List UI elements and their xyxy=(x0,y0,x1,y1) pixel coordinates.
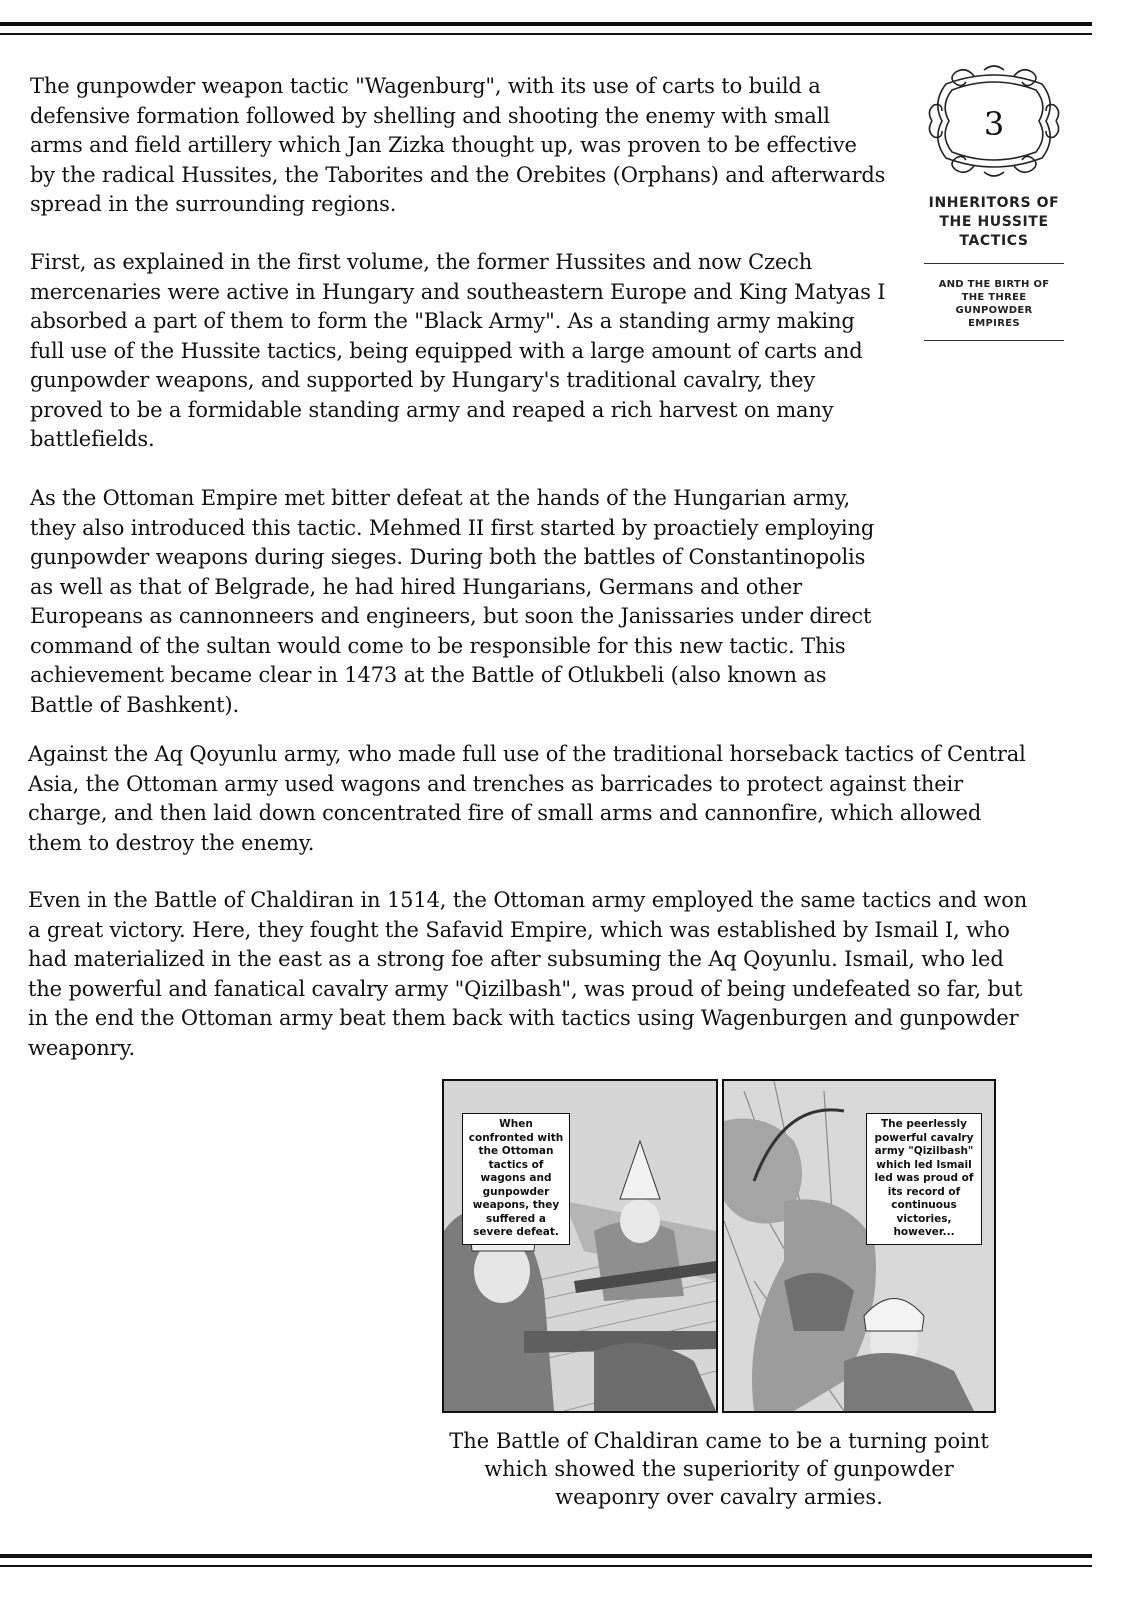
paragraph-aq-qoyunlu: Against the Aq Qoyunlu army, who made full use of the traditional horseback tactics of Central Asia, the Ottoman army used wagons and trenches as barricades to protect against their charge, and then laid down concentrated fire of small arms and cannonfire, which allowed them to destroy the enemy. xyxy=(28,742,1026,855)
manga-panel-right xyxy=(722,1079,996,1413)
chapter-number-frame xyxy=(924,62,1064,180)
chapter-subtitle: AND THE BIRTH OF THE THREE GUNPOWDER EMPIRES xyxy=(938,279,1050,329)
bottom-border-thick xyxy=(0,1554,1092,1558)
chapter-number: 3 xyxy=(983,105,1005,143)
sidebar-divider-bottom xyxy=(924,340,1064,341)
top-border-thick xyxy=(0,22,1092,26)
paragraph-black-army: First, as explained in the first volume, the former Hussites and now Czech mercenaries were active in Hungary and southeastern Europe and King Matyas I absorbed a part of them to form the "Black Army". As a standing army making full use of the Hussite tactics, being equipped with a large amount of carts and gunpowder weapons, and supported by Hungary's traditional cavalry, they proved to be a formidable standing army and reaped a rich harvest on many battlefields. xyxy=(30,250,886,451)
sidebar-divider-top xyxy=(924,263,1064,264)
chapter-sidebar xyxy=(918,62,1070,355)
paragraph-wagenburg: The gunpowder weapon tactic "Wagenburg", with its use of carts to build a defensive formation followed by shelling and shooting the enemy with small arms and field artillery which Jan Zizka thought up, was proven to be effective by the radical Hussites, the Taborites and the Orebites (Orphans) and afterwards spread in the surrounding regions. xyxy=(30,74,886,216)
manga-panel-left xyxy=(442,1079,718,1413)
panel-right-caption: The peerlessly powerful cavalry army "Qizilbash" which led Ismail led was proud of its record of continuous victories, however... xyxy=(866,1113,982,1245)
manga-figure xyxy=(442,1079,996,1411)
panel-left-caption: When confronted with the Ottoman tactics of wagons and gunpowder weapons, they suffered a severe defeat. xyxy=(462,1113,570,1245)
figure-caption: The Battle of Chaldiran came to be a turning point which showed the superiority of gunpowder weaponry over cavalry armies. xyxy=(449,1429,989,1509)
paragraph-chaldiran: Even in the Battle of Chaldiran in 1514, the Ottoman army employed the same tactics and won a great victory. Here, they fought the Safavid Empire, which was established by Ismail I, who had materialized in the east as a strong foe after subsuming the Aq Qoyunlu. Ismail, who led the powerful and fanatical cavalry army "Qizilbash", was proud of being undefeated so far, but in the end the Ottoman army beat them back with tactics using Wagenburgen and gunpowder weaponry. xyxy=(28,888,1028,1060)
top-border-thin xyxy=(0,33,1092,35)
chapter-title: INHERITORS OF THE HUSSITE TACTICS xyxy=(928,195,1060,249)
bottom-border-thin xyxy=(0,1565,1092,1567)
paragraph-ottoman-adoption: As the Ottoman Empire met bitter defeat at the hands of the Hungarian army, they also introduced this tactic. Mehmed II first started by proactiely employing gunpowder weapons during sieges. During both the battles of Constantinopolis as well as that of Belgrade, he had hired Hungarians, Germans and other Europeans as cannonneers and engineers, but soon the Janissaries under direct command of the sultan would come to be responsible for this new tactic. This achievement became clear in 1473 at the Battle of Otlukbeli (also known as Battle of Bashkent). xyxy=(30,486,875,717)
